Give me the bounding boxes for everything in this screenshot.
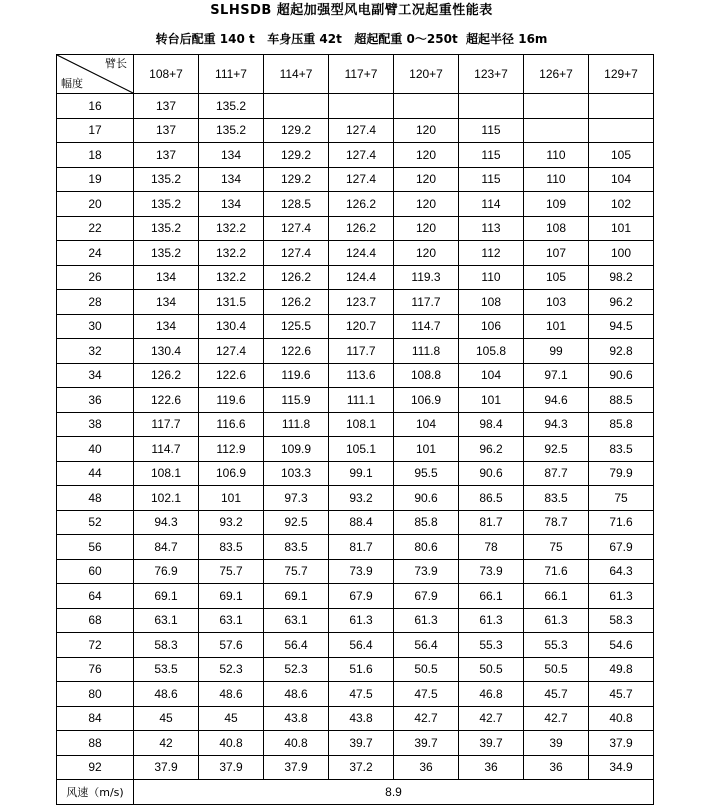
radius-cell: 80 [57,682,134,707]
capacity-cell [589,94,654,119]
capacity-cell: 73.9 [394,559,459,584]
capacity-cell: 125.5 [264,314,329,339]
capacity-cell: 90.6 [589,363,654,388]
capacity-cell: 43.8 [329,706,394,731]
capacity-cell: 61.3 [524,608,589,633]
capacity-cell: 131.5 [199,290,264,315]
capacity-cell: 54.6 [589,633,654,658]
capacity-cell: 94.3 [524,412,589,437]
radius-cell: 17 [57,118,134,143]
load-chart-table [56,54,654,805]
capacity-cell: 129.2 [264,118,329,143]
capacity-cell: 85.8 [589,412,654,437]
capacity-cell: 64.3 [589,559,654,584]
capacity-cell: 66.1 [524,584,589,609]
capacity-cell: 56.4 [329,633,394,658]
capacity-cell: 119.3 [394,265,459,290]
capacity-cell: 129.2 [264,167,329,192]
column-header-boom-0: 108+7 [134,55,199,94]
table-row [57,437,654,462]
capacity-cell [394,94,459,119]
capacity-cell: 40.8 [264,731,329,756]
capacity-cell: 48.6 [134,682,199,707]
capacity-cell: 39.7 [329,731,394,756]
capacity-cell: 120 [394,241,459,266]
capacity-cell: 80.6 [394,535,459,560]
page-subtitle: 转台后配重 140 t 车身压重 42t 超起配重 0～250t 超起半径 16m [155,32,548,46]
capacity-cell: 99.1 [329,461,394,486]
capacity-cell: 108.1 [329,412,394,437]
capacity-cell: 135.2 [199,118,264,143]
capacity-cell: 71.6 [524,559,589,584]
capacity-cell: 110 [524,143,589,168]
capacity-cell [524,94,589,119]
capacity-cell: 117.7 [394,290,459,315]
capacity-cell: 127.4 [329,118,394,143]
capacity-cell: 55.3 [459,633,524,658]
capacity-cell: 56.4 [264,633,329,658]
capacity-cell: 124.4 [329,241,394,266]
capacity-cell: 52.3 [264,657,329,682]
capacity-cell: 111.1 [329,388,394,413]
capacity-cell: 120 [394,167,459,192]
capacity-cell: 93.2 [329,486,394,511]
table-row [57,241,654,266]
table-row [57,192,654,217]
capacity-cell: 49.8 [589,657,654,682]
capacity-cell: 92.8 [589,339,654,364]
capacity-cell: 81.7 [329,535,394,560]
capacity-cell: 73.9 [459,559,524,584]
capacity-cell: 112 [459,241,524,266]
radius-cell: 76 [57,657,134,682]
table-row [57,167,654,192]
table-row [57,388,654,413]
capacity-cell: 106.9 [394,388,459,413]
capacity-cell: 115 [459,167,524,192]
column-header-boom-6: 126+7 [524,55,589,94]
capacity-cell: 123.7 [329,290,394,315]
capacity-cell: 40.8 [589,706,654,731]
capacity-cell: 98.2 [589,265,654,290]
capacity-cell: 132.2 [199,216,264,241]
capacity-cell: 63.1 [199,608,264,633]
capacity-cell: 101 [199,486,264,511]
capacity-cell: 128.5 [264,192,329,217]
table-row [57,94,654,119]
capacity-cell: 90.6 [459,461,524,486]
capacity-cell: 134 [134,265,199,290]
column-header-boom-5: 123+7 [459,55,524,94]
capacity-cell: 36 [524,755,589,780]
capacity-cell: 75.7 [264,559,329,584]
capacity-cell: 37.2 [329,755,394,780]
wind-speed-value: 8.9 [134,780,654,805]
capacity-cell: 105 [524,265,589,290]
radius-cell: 88 [57,731,134,756]
capacity-cell: 116.6 [199,412,264,437]
capacity-cell: 126.2 [134,363,199,388]
capacity-cell: 40.8 [199,731,264,756]
capacity-cell: 39.7 [459,731,524,756]
capacity-cell: 67.9 [589,535,654,560]
capacity-cell: 120 [394,216,459,241]
capacity-cell: 67.9 [394,584,459,609]
capacity-cell: 88.4 [329,510,394,535]
capacity-cell: 111.8 [394,339,459,364]
capacity-cell: 122.6 [264,339,329,364]
capacity-cell: 110 [459,265,524,290]
capacity-cell: 56.4 [394,633,459,658]
table-row [57,559,654,584]
capacity-cell: 83.5 [264,535,329,560]
capacity-cell: 92.5 [524,437,589,462]
capacity-cell: 110 [524,167,589,192]
capacity-cell: 134 [134,314,199,339]
capacity-cell: 101 [589,216,654,241]
table-row [57,755,654,780]
capacity-cell: 86.5 [459,486,524,511]
capacity-cell: 135.2 [199,94,264,119]
capacity-cell: 45 [134,706,199,731]
capacity-cell: 84.7 [134,535,199,560]
table-row [57,363,654,388]
capacity-cell: 102.1 [134,486,199,511]
capacity-cell: 73.9 [329,559,394,584]
capacity-cell: 45 [199,706,264,731]
capacity-cell: 127.4 [329,143,394,168]
capacity-cell: 52.3 [199,657,264,682]
radius-cell: 22 [57,216,134,241]
capacity-cell: 55.3 [524,633,589,658]
capacity-cell: 83.5 [589,437,654,462]
radius-cell: 84 [57,706,134,731]
capacity-cell: 104 [459,363,524,388]
capacity-cell: 130.4 [199,314,264,339]
capacity-cell: 127.4 [329,167,394,192]
capacity-cell: 37.9 [199,755,264,780]
table-row [57,657,654,682]
capacity-cell [459,94,524,119]
capacity-cell: 39 [524,731,589,756]
capacity-cell: 42.7 [394,706,459,731]
radius-label: 幅度 [61,77,83,90]
capacity-cell: 61.3 [329,608,394,633]
table-row [57,314,654,339]
table-row [57,584,654,609]
capacity-cell: 106.9 [199,461,264,486]
capacity-cell: 63.1 [134,608,199,633]
capacity-cell: 87.7 [524,461,589,486]
capacity-cell: 42 [134,731,199,756]
capacity-cell: 137 [134,143,199,168]
capacity-cell: 106 [459,314,524,339]
capacity-cell: 134 [199,192,264,217]
capacity-cell: 129.2 [264,143,329,168]
capacity-cell: 102 [589,192,654,217]
capacity-cell: 135.2 [134,241,199,266]
capacity-cell: 42.7 [524,706,589,731]
capacity-cell: 122.6 [134,388,199,413]
capacity-cell: 127.4 [199,339,264,364]
capacity-cell: 137 [134,94,199,119]
capacity-cell: 69.1 [264,584,329,609]
capacity-cell: 114.7 [394,314,459,339]
capacity-cell: 134 [134,290,199,315]
capacity-cell: 36 [459,755,524,780]
capacity-cell: 105 [589,143,654,168]
radius-cell: 16 [57,94,134,119]
capacity-cell: 107 [524,241,589,266]
capacity-cell: 69.1 [199,584,264,609]
capacity-cell: 120.7 [329,314,394,339]
capacity-cell: 88.5 [589,388,654,413]
capacity-cell: 134 [199,167,264,192]
radius-cell: 38 [57,412,134,437]
capacity-cell: 135.2 [134,192,199,217]
capacity-cell: 42.7 [459,706,524,731]
page-title: SLHSDB 超起加强型风电副臂工况起重性能表 [210,3,493,18]
capacity-cell [524,118,589,143]
radius-cell: 44 [57,461,134,486]
capacity-cell [329,94,394,119]
capacity-cell: 94.3 [134,510,199,535]
capacity-cell: 37.9 [264,755,329,780]
capacity-cell: 113 [459,216,524,241]
radius-cell: 24 [57,241,134,266]
capacity-cell: 51.6 [329,657,394,682]
capacity-cell: 103.3 [264,461,329,486]
capacity-cell: 120 [394,118,459,143]
capacity-cell: 101 [459,388,524,413]
capacity-cell: 63.1 [264,608,329,633]
radius-cell: 32 [57,339,134,364]
capacity-cell: 96.2 [459,437,524,462]
boom-length-label: 臂长 [105,57,127,70]
capacity-cell: 115.9 [264,388,329,413]
capacity-cell: 101 [394,437,459,462]
capacity-cell: 132.2 [199,265,264,290]
radius-cell: 60 [57,559,134,584]
capacity-cell: 53.5 [134,657,199,682]
capacity-cell: 104 [394,412,459,437]
capacity-cell: 50.5 [524,657,589,682]
radius-cell: 64 [57,584,134,609]
capacity-cell: 108.8 [394,363,459,388]
column-header-boom-3: 117+7 [329,55,394,94]
capacity-cell: 126.2 [329,216,394,241]
header-row [57,55,654,94]
capacity-cell: 108 [459,290,524,315]
capacity-cell: 114 [459,192,524,217]
radius-cell: 18 [57,143,134,168]
table-row [57,633,654,658]
capacity-cell: 34.9 [589,755,654,780]
capacity-cell: 61.3 [394,608,459,633]
capacity-cell: 58.3 [134,633,199,658]
capacity-cell: 43.8 [264,706,329,731]
capacity-cell: 103 [524,290,589,315]
table-row [57,608,654,633]
capacity-cell: 83.5 [199,535,264,560]
capacity-cell: 124.4 [329,265,394,290]
capacity-cell: 78 [459,535,524,560]
capacity-cell: 57.6 [199,633,264,658]
column-header-boom-1: 111+7 [199,55,264,94]
table-row [57,118,654,143]
capacity-cell: 39.7 [394,731,459,756]
capacity-cell: 105.8 [459,339,524,364]
wind-speed-row [57,780,654,805]
capacity-cell: 134 [199,143,264,168]
radius-cell: 30 [57,314,134,339]
capacity-cell: 37.9 [134,755,199,780]
capacity-cell: 126.2 [264,265,329,290]
capacity-cell: 45.7 [589,682,654,707]
capacity-cell: 115 [459,143,524,168]
radius-cell: 20 [57,192,134,217]
capacity-cell: 48.6 [264,682,329,707]
capacity-cell: 96.2 [589,290,654,315]
radius-cell: 19 [57,167,134,192]
capacity-cell: 113.6 [329,363,394,388]
capacity-cell: 132.2 [199,241,264,266]
capacity-cell: 126.2 [264,290,329,315]
capacity-cell: 61.3 [589,584,654,609]
capacity-cell: 50.5 [394,657,459,682]
capacity-cell: 126.2 [329,192,394,217]
capacity-cell [589,118,654,143]
capacity-cell: 115 [459,118,524,143]
capacity-cell: 105.1 [329,437,394,462]
capacity-cell: 122.6 [199,363,264,388]
capacity-cell: 120 [394,143,459,168]
radius-cell: 56 [57,535,134,560]
capacity-cell: 100 [589,241,654,266]
table-row [57,339,654,364]
capacity-cell: 127.4 [264,241,329,266]
capacity-cell: 127.4 [264,216,329,241]
capacity-cell: 81.7 [459,510,524,535]
capacity-cell: 37.9 [589,731,654,756]
capacity-cell: 58.3 [589,608,654,633]
capacity-cell: 47.5 [394,682,459,707]
capacity-cell: 94.5 [589,314,654,339]
capacity-cell: 75 [524,535,589,560]
capacity-cell: 50.5 [459,657,524,682]
table-row [57,682,654,707]
capacity-cell: 93.2 [199,510,264,535]
radius-cell: 28 [57,290,134,315]
capacity-cell: 69.1 [134,584,199,609]
capacity-cell: 109 [524,192,589,217]
table-row [57,706,654,731]
capacity-cell: 104 [589,167,654,192]
table-row [57,412,654,437]
capacity-cell: 119.6 [199,388,264,413]
capacity-cell: 75 [589,486,654,511]
column-header-boom-2: 114+7 [264,55,329,94]
capacity-cell: 135.2 [134,216,199,241]
table-row [57,535,654,560]
capacity-cell: 48.6 [199,682,264,707]
capacity-cell: 94.6 [524,388,589,413]
corner-header-cell [57,55,134,94]
table-row [57,510,654,535]
capacity-cell: 75.7 [199,559,264,584]
table-row [57,486,654,511]
capacity-cell: 135.2 [134,167,199,192]
capacity-cell: 92.5 [264,510,329,535]
capacity-cell: 66.1 [459,584,524,609]
capacity-cell: 130.4 [134,339,199,364]
capacity-cell: 120 [394,192,459,217]
capacity-cell: 98.4 [459,412,524,437]
radius-cell: 40 [57,437,134,462]
wind-speed-label: 风速（m/s) [57,780,134,805]
radius-cell: 34 [57,363,134,388]
capacity-cell: 85.8 [394,510,459,535]
capacity-cell: 97.1 [524,363,589,388]
capacity-cell: 61.3 [459,608,524,633]
capacity-cell: 90.6 [394,486,459,511]
capacity-cell: 83.5 [524,486,589,511]
capacity-cell: 71.6 [589,510,654,535]
capacity-cell: 137 [134,118,199,143]
radius-cell: 48 [57,486,134,511]
table-row [57,731,654,756]
capacity-cell: 47.5 [329,682,394,707]
table-row [57,461,654,486]
table-row [57,265,654,290]
capacity-cell: 45.7 [524,682,589,707]
capacity-cell: 108 [524,216,589,241]
capacity-cell: 111.8 [264,412,329,437]
capacity-cell: 117.7 [329,339,394,364]
column-header-boom-7: 129+7 [589,55,654,94]
capacity-cell: 46.8 [459,682,524,707]
capacity-cell: 119.6 [264,363,329,388]
capacity-cell: 99 [524,339,589,364]
radius-cell: 36 [57,388,134,413]
capacity-cell: 101 [524,314,589,339]
capacity-cell [264,94,329,119]
capacity-cell: 76.9 [134,559,199,584]
radius-cell: 92 [57,755,134,780]
capacity-cell: 114.7 [134,437,199,462]
capacity-cell: 109.9 [264,437,329,462]
capacity-cell: 95.5 [394,461,459,486]
table-row [57,290,654,315]
capacity-cell: 117.7 [134,412,199,437]
radius-cell: 26 [57,265,134,290]
column-header-boom-4: 120+7 [394,55,459,94]
capacity-cell: 112.9 [199,437,264,462]
radius-cell: 72 [57,633,134,658]
capacity-cell: 108.1 [134,461,199,486]
capacity-cell: 79.9 [589,461,654,486]
capacity-cell: 97.3 [264,486,329,511]
capacity-cell: 78.7 [524,510,589,535]
radius-cell: 68 [57,608,134,633]
table-row [57,143,654,168]
capacity-cell: 36 [394,755,459,780]
table-row [57,216,654,241]
capacity-cell: 67.9 [329,584,394,609]
radius-cell: 52 [57,510,134,535]
